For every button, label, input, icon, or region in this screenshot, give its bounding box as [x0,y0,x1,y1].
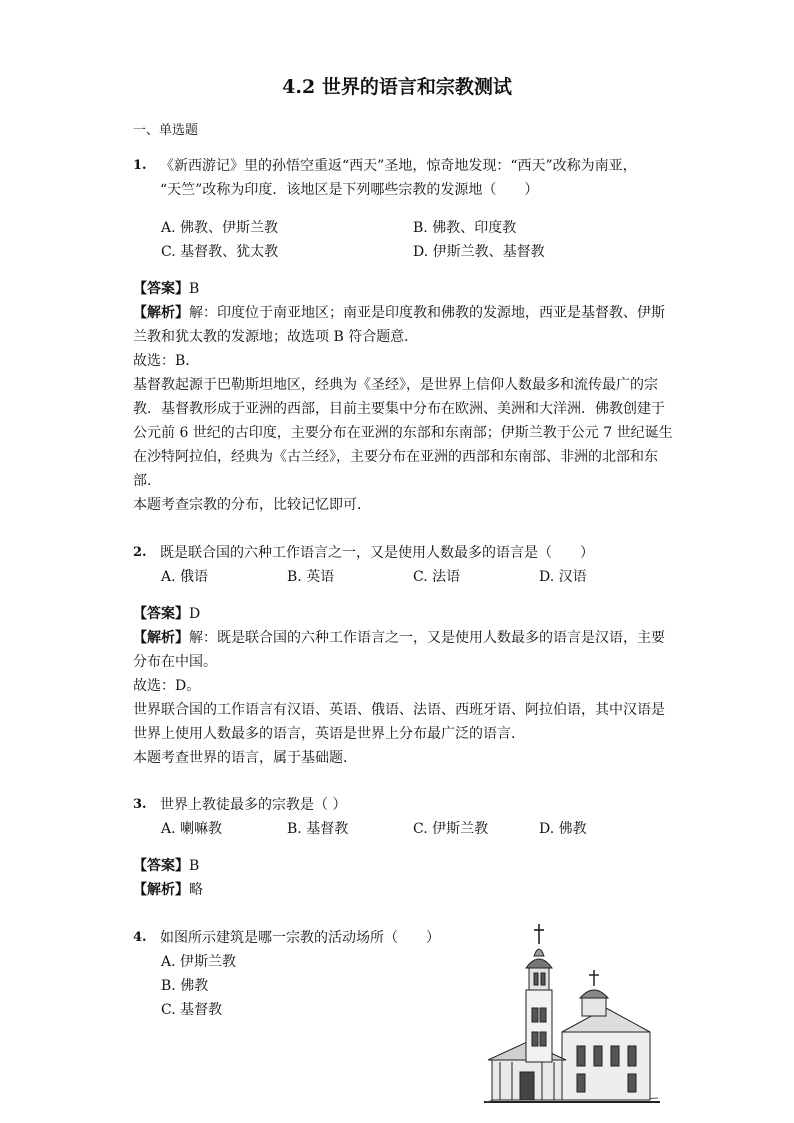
answer-label: 【答案】 [133,606,189,622]
church-illustration [482,920,662,1106]
question-4-stem: 如图所示建筑是哪一宗教的活动场所（ ） [160,930,440,946]
analysis-text: 解：既是联合国的六种工作语言之一，又是使用人数最多的语言是汉语，主要 [189,630,665,646]
analysis-text: 略 [189,882,203,898]
question-2-stem: 既是联合国的六种工作语言之一，又是使用人数最多的语言是（ ） [160,545,594,561]
question-1-analysis-line: 基督教起源于巴勒斯坦地区，经典为《圣经》，是世界上信仰人数最多和流传最广的宗 [133,377,658,393]
question-1-answer [133,278,199,298]
question-2-number: 2. [133,545,147,560]
question-4-number: 4. [133,930,147,945]
question-2-analysis-line: 世界上使用人数最多的语言，英语是世界上分布最广泛的语言． [133,726,525,742]
question-2-option-a[interactable]: A. 俄语 [161,569,209,585]
question-1-stem-line1: 《新西游记》里的孙悟空重返“西天”圣地，惊奇地发现：“西天”改称为南亚， [160,158,637,174]
page-title: 4.2 世界的语言和宗教测试 [282,76,512,98]
question-2-option-b[interactable]: B. 英语 [287,569,335,585]
question-1-option-a[interactable]: A. 佛教、伊斯兰教 [161,220,279,236]
question-2-analysis-line: 故选：D。 [133,678,201,694]
analysis-label: 【解析】 [133,305,189,321]
question-1-analysis-line: 故选：B． [133,353,200,369]
question-1-analysis-line: 公元前 6 世纪的古印度，主要分布在亚洲的东部和东南部；伊斯兰教于公元 7 世纪诞生 [133,425,673,441]
question-3-option-b[interactable]: B. 基督教 [287,821,349,837]
question-2-analysis-line: 本题考查世界的语言，属于基础题． [133,750,357,766]
question-1-analysis-line: 在沙特阿拉伯，经典为《古兰经》，主要分布在亚洲的西部和东南部、非洲的北部和东 [133,449,658,465]
section-heading: 一、单选题 [133,123,199,138]
question-3-option-d[interactable]: D. 佛教 [539,821,587,837]
answer-value: B [189,281,200,297]
question-1-analysis-line [133,302,665,322]
answer-label: 【答案】 [133,858,189,874]
question-2-analysis-line: 世界联合国的工作语言有汉语、英语、俄语、法语、西班牙语、阿拉伯语，其中汉语是 [133,702,665,718]
question-4-option-a[interactable]: A. 伊斯兰教 [161,954,237,970]
question-2-option-d[interactable]: D. 汉语 [539,569,587,585]
question-2-option-c[interactable]: C. 法语 [413,569,461,585]
question-4-option-b[interactable]: B. 佛教 [161,978,209,994]
question-3-option-a[interactable]: A. 喇嘛教 [161,821,223,837]
analysis-label: 【解析】 [133,882,189,898]
question-3-number: 3. [133,797,147,812]
question-1-analysis-line: 兰教和犹太教的发源地；故选项 B 符合题意． [133,329,419,345]
question-1-option-d[interactable]: D. 伊斯兰教、基督教 [413,244,545,260]
question-1-stem-line2: “天竺”改称为印度．该地区是下列哪些宗教的发源地（ ） [160,182,539,198]
question-1-analysis-line: 部． [133,473,161,489]
question-4-option-c[interactable]: C. 基督教 [161,1002,223,1018]
answer-value: D [189,606,201,622]
question-1-analysis-line: 教．基督教形成于亚洲的西部，目前主要集中分布在欧洲、美洲和大洋洲．佛教创建于 [133,401,665,417]
analysis-text: 解：印度位于南亚地区；南亚是印度教和佛教的发源地，西亚是基督教、伊斯 [189,305,665,321]
question-3-option-c[interactable]: C. 伊斯兰教 [413,821,489,837]
answer-value: B [189,858,200,874]
question-3-stem: 世界上教徒最多的宗教是（ ） [160,797,347,813]
question-3-answer [133,855,199,875]
question-2-answer [133,603,200,623]
question-1-option-b[interactable]: B. 佛教、印度教 [413,220,517,236]
question-1-number: 1. [133,158,147,173]
question-3-analysis-line [133,879,203,899]
answer-label: 【答案】 [133,281,189,297]
question-1-analysis-line: 本题考查宗教的分布，比较记忆即可． [133,497,371,513]
question-1-option-c[interactable]: C. 基督教、犹太教 [161,244,279,260]
analysis-label: 【解析】 [133,630,189,646]
question-2-analysis-line: 分布在中国。 [133,654,217,670]
question-2-analysis-line [133,627,665,647]
